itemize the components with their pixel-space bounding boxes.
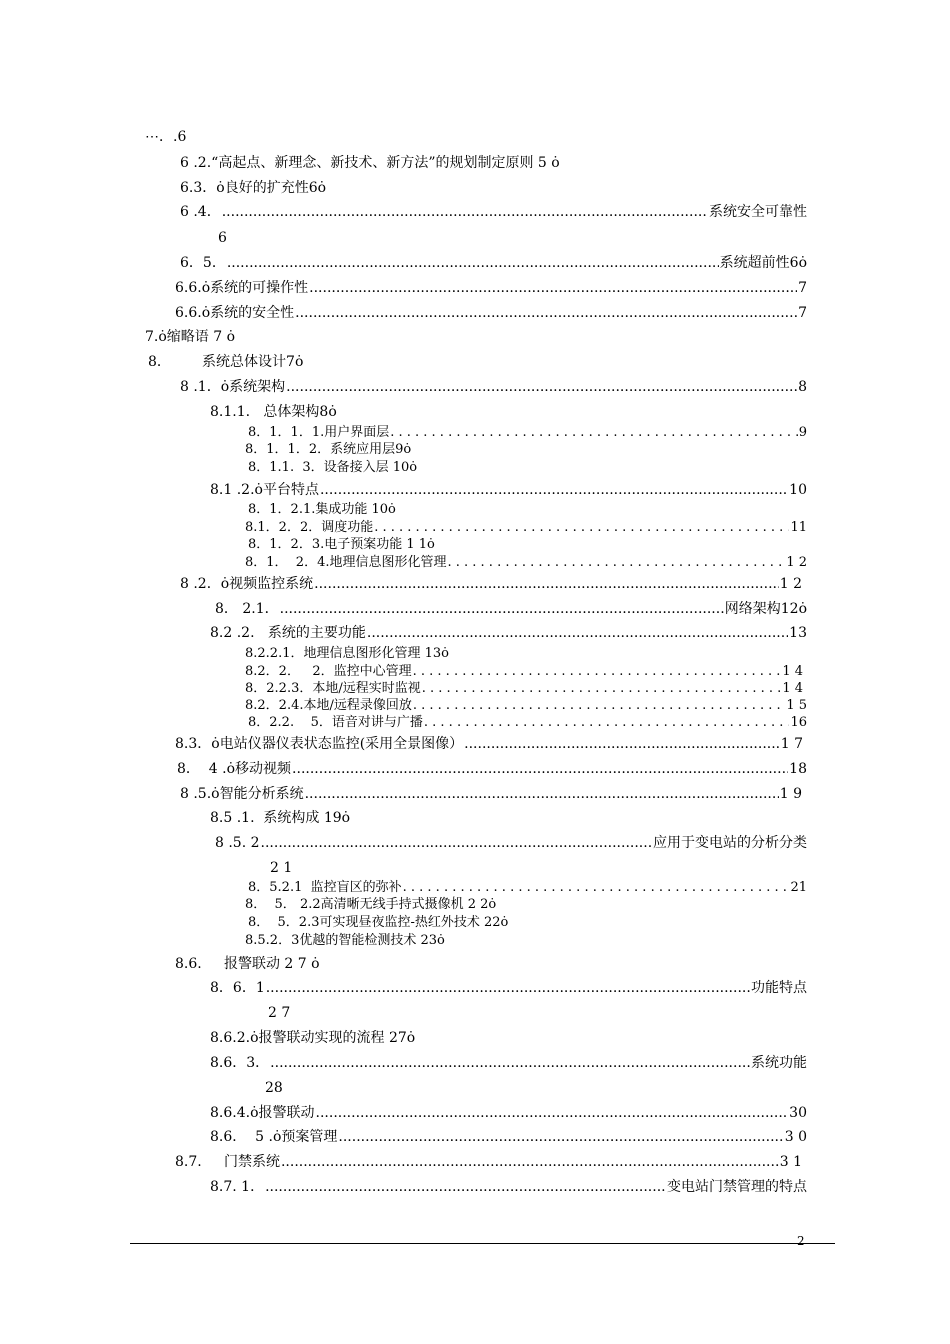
toc-entry[interactable] [245, 681, 803, 697]
toc-page: 系统超前性6ȯ [719, 255, 807, 271]
toc-leader [309, 279, 797, 297]
toc-leader [265, 1178, 666, 1196]
toc-leader [390, 425, 798, 441]
toc-label: 8.6． 5 .ȯ预案管理 [210, 1129, 338, 1145]
footer-rule [130, 1243, 835, 1244]
page-number: 2 [797, 1234, 805, 1248]
toc-leader [413, 664, 782, 680]
toc-page: 1 2 [786, 555, 807, 570]
toc-page-continuation: 6 [218, 230, 227, 246]
toc-entry[interactable] [175, 955, 320, 973]
toc-label: 8.1 .2.ȯ平台特点 [210, 482, 319, 498]
toc-page-continuation: 28 [265, 1080, 283, 1096]
toc-label: 8.2．2.4.本地/远程录像回放 [245, 698, 412, 713]
toc-entry[interactable] [210, 624, 807, 642]
toc-leader [403, 880, 790, 896]
toc-text: ⋯．.6 [145, 129, 187, 145]
toc-entry[interactable] [248, 880, 807, 896]
toc-entry[interactable] [248, 502, 396, 518]
toc-label: 6 .4． [180, 204, 221, 220]
toc-label: 8． 2.1． [215, 601, 279, 617]
toc-leader [320, 481, 788, 499]
toc-text: 8.6.2.ȯ报警联动实现的流程 27ȯ [210, 1030, 416, 1046]
toc-text: 8.6. 报警联动 2 7 ȯ [175, 956, 320, 972]
toc-entry[interactable] [175, 735, 803, 753]
toc-entry[interactable] [215, 834, 807, 852]
toc-label: 8．2.2.3．本地/远程实时监视 [245, 681, 421, 696]
toc-entry[interactable] [245, 442, 411, 458]
toc-page-continuation: 2 1 [270, 860, 293, 876]
toc-text: 8． 5．2.3可实现昼夜监控-热红外技术 22ȯ [248, 915, 509, 930]
toc-text: 6 .2.“高起点、新理念、新技术、新方法”的规划制定原则 5 ȯ [180, 155, 560, 171]
toc-entry[interactable] [175, 1153, 802, 1171]
toc-entry[interactable] [180, 154, 560, 172]
toc-page: 18 [789, 761, 807, 777]
toc-label: 8.1．2．2．调度功能 [245, 520, 374, 535]
toc-page: 功能特点 [751, 980, 807, 996]
toc-label: 8.3．ȯ电站仪器仪表状态监控(采用全景图像） [175, 736, 464, 752]
toc-leader [261, 834, 652, 852]
toc-page: 应用于变电站的分析分类 [653, 835, 807, 851]
toc-page: 13 [789, 625, 807, 641]
toc-text: 8.1.1. 总体架构8ȯ [210, 404, 337, 420]
toc-leader [413, 698, 785, 714]
toc-text: 8.5 .1. 系统构成 19ȯ [210, 810, 351, 826]
toc-entry[interactable] [180, 179, 326, 197]
toc-entry[interactable] [245, 698, 807, 714]
toc-label: 8．5.2.1 监控盲区的弥补 [248, 880, 402, 895]
toc-text: 8． 5． 2.2高清晰无线手持式摄像机 2 2ȯ [245, 897, 497, 912]
toc-text: 8.5.2．3优越的智能检测技术 23ȯ [245, 933, 445, 948]
toc-text: 8.2.2.1．地理信息图形化管理 13ȯ [245, 646, 449, 661]
toc-page: 9 [798, 425, 807, 440]
toc-entry[interactable] [175, 304, 807, 322]
toc-page-continuation: 2 7 [268, 1005, 291, 1021]
toc-label: 8.7. 1． [210, 1179, 265, 1195]
toc-leader [422, 681, 782, 697]
toc-page: 7 [798, 280, 807, 296]
toc-label: 8 .5. 2 [215, 835, 260, 851]
toc-page: 3 0 [784, 1129, 807, 1145]
toc-label: 8 .2．ȯ视频监控系统 [180, 576, 314, 592]
toc-label: 8.2 .2. 系统的主要功能 [210, 625, 366, 641]
toc-entry[interactable] [248, 425, 807, 441]
toc-label: 6．5． [180, 255, 226, 271]
toc-entry[interactable] [245, 933, 445, 949]
toc-label: 6.6.ȯ系统的安全性 [175, 305, 295, 321]
toc-page: 11 [790, 520, 807, 535]
toc-entry[interactable] [245, 646, 449, 662]
toc-leader [464, 735, 780, 753]
toc-label: 8．1．1．1.用户界面层 [248, 425, 390, 440]
toc-text: 7.ȯ缩略语 7 ȯ [145, 329, 236, 345]
toc-label: 8.6.4.ȯ报警联动 [210, 1105, 315, 1121]
toc-leader [280, 600, 724, 618]
toc-label: 8．6．1 [210, 980, 265, 996]
toc-leader [424, 715, 790, 731]
toc-entry[interactable] [248, 715, 807, 731]
toc-text: 8．1．2．3.电子预案功能 1 1ȯ [248, 537, 435, 552]
toc-page: 1 5 [786, 698, 807, 713]
toc-entry[interactable] [175, 279, 807, 297]
toc-entry[interactable] [245, 520, 807, 536]
toc-page: 8 [798, 379, 807, 395]
toc-entry[interactable] [210, 1178, 807, 1196]
toc-label: 8.6．3． [210, 1055, 270, 1071]
toc-entry[interactable] [180, 785, 802, 803]
toc-entry[interactable] [145, 328, 235, 346]
toc-entry[interactable] [215, 600, 807, 618]
toc-page: 7 [798, 305, 807, 321]
toc-label: 8． 4 .ȯ移动视频 [177, 761, 292, 777]
toc-page: 1 4 [782, 664, 803, 679]
toc-entry[interactable] [210, 979, 807, 997]
toc-leader [270, 1054, 750, 1072]
toc-page: 3 1 [779, 1154, 802, 1170]
toc-leader [305, 785, 779, 803]
toc-entry[interactable] [248, 460, 417, 476]
toc-page: 30 [789, 1105, 807, 1121]
toc-leader [338, 1128, 783, 1146]
toc-label: 8．1． 2．4.地理信息图形化管理 [245, 555, 447, 570]
toc-label: 8 .5.ȯ智能分析系统 [180, 786, 304, 802]
toc-page: 网络架构12ȯ [724, 601, 807, 617]
toc-text: 8． 系统总体设计7ȯ [148, 354, 304, 370]
toc-entry[interactable] [210, 403, 337, 421]
toc-page: 1 2 [779, 576, 802, 592]
toc-entry[interactable] [180, 575, 802, 593]
toc-leader [367, 624, 788, 642]
toc-leader [314, 575, 779, 593]
toc-page: 1 7 [780, 736, 803, 752]
toc-page: 10 [789, 482, 807, 498]
toc-text: 8．1.1. 3．设备接入层 10ȯ [248, 460, 418, 475]
toc-leader [286, 378, 797, 396]
toc-label: 8.7. 门禁系统 [175, 1154, 280, 1170]
toc-entry[interactable] [210, 1104, 807, 1122]
toc-entry[interactable] [210, 481, 807, 499]
toc-entry[interactable] [180, 254, 807, 272]
toc-page: 16 [790, 715, 807, 730]
toc-leader [281, 1153, 779, 1171]
toc-label: 6.6.ȯ系统的可操作性 [175, 280, 309, 296]
toc-leader [295, 304, 797, 322]
toc-entry[interactable] [245, 897, 496, 913]
toc-page: 1 4 [782, 681, 803, 696]
toc-label: 8.2．2． 2．监控中心管理 [245, 664, 412, 679]
toc-page: 变电站门禁管理的特点 [667, 1179, 807, 1195]
toc-leader [316, 1104, 789, 1122]
toc-page: 1 9 [779, 786, 802, 802]
toc-label: 8 .1．ȯ系统架构 [180, 379, 286, 395]
toc-entry [145, 128, 186, 146]
toc-leader [266, 979, 750, 997]
toc-page: 系统安全可靠性 [709, 204, 807, 220]
toc-label: 8．2.2. 5．语音对讲与广播 [248, 715, 423, 730]
toc-entry[interactable] [248, 537, 435, 553]
toc-entry[interactable] [248, 915, 508, 931]
toc-entry[interactable] [180, 378, 807, 396]
toc-entry[interactable] [245, 664, 803, 680]
toc-text: 8．1．2.1.集成功能 10ȯ [248, 502, 396, 517]
toc-entry[interactable] [148, 353, 303, 371]
toc-entry[interactable] [177, 760, 807, 778]
toc-entry[interactable] [210, 1128, 807, 1146]
toc-entry[interactable] [245, 555, 807, 571]
toc-page: 21 [790, 880, 807, 895]
toc-entry[interactable] [210, 809, 350, 827]
toc-page: 系统功能 [751, 1055, 807, 1071]
toc-entry[interactable] [210, 1029, 415, 1047]
toc-text: 6.3．ȯ良好的扩充性6ȯ [180, 180, 327, 196]
toc-leader [227, 254, 719, 272]
toc-entry[interactable] [180, 203, 807, 221]
toc-text: 8．1．1．2．系统应用层9ȯ [245, 442, 412, 457]
toc-leader [374, 520, 789, 536]
toc-entry[interactable] [210, 1054, 807, 1072]
toc-leader [292, 760, 788, 778]
toc-leader [447, 555, 785, 571]
toc-leader [222, 203, 708, 221]
